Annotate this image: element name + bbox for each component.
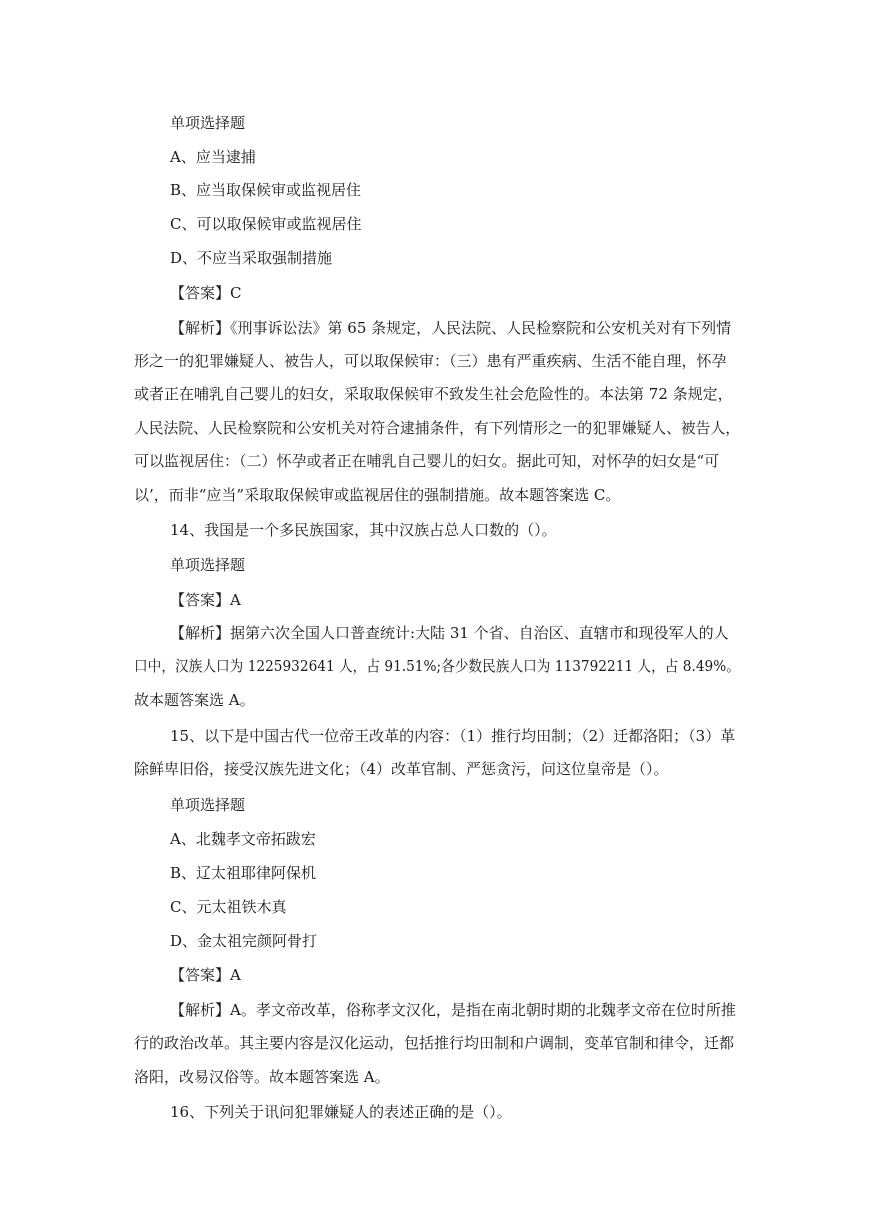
analysis-line: 或者正在哺乳自己婴儿的妇女，采取取保候审不致发生社会危险性的。本法第 72 条规定， <box>134 385 733 403</box>
answer-line: 【答案】C <box>170 284 242 302</box>
question-text: 14、我国是一个多民族国家，其中汉族占总人口数的（）。 <box>170 521 557 539</box>
option-a: A、北魏孝文帝拓跋宏 <box>170 830 316 848</box>
answer-line: 【答案】A <box>170 591 241 609</box>
question-type-label: 单项选择题 <box>170 556 246 574</box>
analysis-line: 以’，而非“应当”采取取保候审或监视居住的强制措施。故本题答案选 C。 <box>134 486 621 504</box>
answer-line: 【答案】A <box>170 966 241 984</box>
analysis-line: 【解析】据第六次全国人口普查统计:大陆 31 个省、自治区、直辖市和现役军人的人 <box>170 624 729 642</box>
option-d: D、金太祖完颜阿骨打 <box>170 932 318 950</box>
question-type-label: 单项选择题 <box>170 796 246 814</box>
analysis-line: 可以监视居住：（二）怀孕或者正在哺乳自己婴儿的妇女。据此可知，对怀孕的妇女是“可 <box>134 452 720 470</box>
question-type-label: 单项选择题 <box>170 114 246 132</box>
option-a: A、应当逮捕 <box>170 148 256 166</box>
question-text: 15、以下是中国古代一位帝王改革的内容：（1）推行均田制；（2）迁都洛阳；（3）革 <box>170 727 736 745</box>
analysis-line: 故本题答案选 A。 <box>134 691 255 709</box>
option-d: D、不应当采取强制措施 <box>170 249 333 267</box>
option-b: B、辽太祖耶律阿保机 <box>170 864 317 882</box>
analysis-line: 形之一的犯罪嫌疑人、被告人，可以取保候审：（三）患有严重疾病、生活不能自理，怀孕 <box>134 352 727 370</box>
question-text: 除鲜卑旧俗，接受汉族先进文化；（4）改革官制、严惩贪污，问这位皇帝是（）。 <box>134 760 669 778</box>
analysis-line: 人民法院、人民检察院和公安机关对符合逮捕条件，有下列情形之一的犯罪嫌疑人、被告人， <box>134 419 741 437</box>
option-c: C、元太祖铁木真 <box>170 898 287 916</box>
question-text: 16、下列关于讯问犯罪嫌疑人的表述正确的是（）。 <box>170 1103 512 1121</box>
option-b: B、应当取保候审或监视居住 <box>170 181 362 199</box>
analysis-line: 【解析】《刑事诉讼法》第 65 条规定，人民法院、人民检察院和公安机关对有下列情 <box>170 319 732 337</box>
analysis-line: 洛阳，改易汉俗等。故本题答案选 A。 <box>134 1068 390 1086</box>
analysis-line: 口中，汉族人口为 1225932641 人，占 91.51%;各少数民族人口为 113792211 人，占 8.49%。 <box>134 657 740 675</box>
option-c: C、可以取保候审或监视居住 <box>170 215 362 233</box>
analysis-line: 【解析】A。孝文帝改革，俗称孝文汉化，是指在南北朝时期的北魏孝文帝在位时所推 <box>170 1001 736 1019</box>
analysis-line: 行的政治改革。其主要内容是汉化运动，包括推行均田制和户调制，变革官制和律令，迁都 <box>134 1034 735 1052</box>
